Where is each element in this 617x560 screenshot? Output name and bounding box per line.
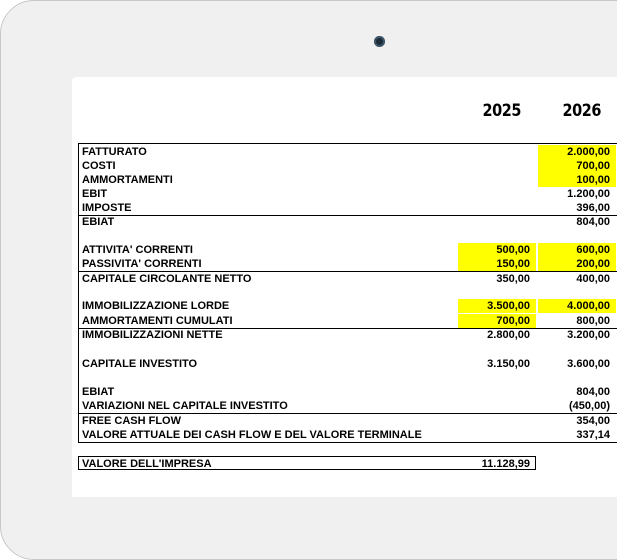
value-2025: 350,00 — [496, 273, 530, 285]
value-2026: (450,00) — [569, 400, 610, 412]
table-row — [78, 173, 617, 187]
table-row — [78, 357, 617, 371]
row-label: IMMOBILIZZAZIONI NETTE — [82, 329, 223, 341]
value-2026: 1.200,00 — [567, 188, 610, 200]
value-2025: 700,00 — [458, 314, 536, 328]
value-2025 — [458, 201, 536, 215]
year-header-2026: 2026 — [562, 101, 601, 121]
table-top-border — [78, 143, 458, 144]
row-label: ATTIVITA' CORRENTI — [82, 244, 193, 256]
table-row — [78, 399, 617, 413]
value-2025: 2.800,00 — [487, 329, 530, 341]
company-value-label: VALORE DELL'IMPRESA — [82, 458, 212, 470]
table-row — [78, 201, 617, 215]
table-row — [78, 272, 617, 286]
table-row — [78, 159, 617, 173]
value-2025 — [458, 173, 536, 187]
table-row — [78, 299, 617, 313]
table-row — [78, 314, 617, 328]
value-2026: 2.000,00 — [538, 145, 616, 159]
row-label: EBIAT — [82, 216, 115, 228]
value-2026: 400,00 — [576, 273, 610, 285]
company-value-row — [78, 457, 617, 471]
table-left-border — [78, 143, 79, 443]
value-2025 — [458, 428, 536, 442]
value-2026: 3.200,00 — [567, 329, 610, 341]
value-2026: 100,00 — [538, 173, 616, 187]
value-2026: 354,00 — [576, 415, 610, 427]
spreadsheet-screen — [72, 77, 617, 497]
value-2025 — [458, 145, 536, 159]
year-header-2025: 2025 — [482, 101, 521, 121]
camera-lens — [374, 36, 385, 47]
table-row — [78, 385, 617, 399]
value-2025: 3.500,00 — [458, 299, 536, 313]
table-row — [78, 145, 617, 159]
row-label: EBIAT — [82, 386, 115, 398]
table-row — [78, 414, 617, 428]
value-2026: 600,00 — [538, 243, 616, 257]
table-row — [78, 428, 617, 442]
value-2025 — [458, 414, 536, 428]
value-2025 — [458, 385, 536, 399]
company-value: 11.128,99 — [481, 458, 530, 470]
row-label: CAPITALE INVESTITO — [82, 358, 198, 370]
value-2026: 3.600,00 — [567, 358, 610, 370]
value-2025: 500,00 — [458, 243, 536, 257]
value-2026: 804,00 — [576, 386, 610, 398]
value-2026: 700,00 — [538, 159, 616, 173]
row-label: PASSIVITA' CORRENTI — [82, 258, 202, 270]
value-2026: 337,14 — [576, 429, 610, 441]
row-label: IMMOBILIZZAZIONE LORDE — [82, 300, 230, 312]
table-row — [78, 243, 617, 257]
row-label: EBIT — [82, 188, 108, 200]
value-2025 — [458, 187, 536, 201]
row-label: FATTURATO — [82, 146, 147, 158]
value-2025 — [458, 399, 536, 413]
value-2025: 3.150,00 — [487, 358, 530, 370]
value-2026: 800,00 — [576, 315, 610, 327]
row-label: CAPITALE CIRCOLANTE NETTO — [82, 273, 252, 285]
value-2025 — [458, 159, 536, 173]
value-2025 — [458, 215, 536, 229]
table-row — [78, 328, 617, 342]
value-2026: 4.000,00 — [538, 299, 616, 313]
row-label: VALORE ATTUALE DEI CASH FLOW E DEL VALORE TERMINALE — [82, 429, 422, 441]
value-2026: 396,00 — [576, 202, 610, 214]
value-2025: 150,00 — [458, 257, 536, 271]
row-label: VARIAZIONI NEL CAPITALE INVESTITO — [82, 400, 288, 412]
value-2026: 200,00 — [538, 257, 616, 271]
row-label: IMPOSTE — [82, 202, 132, 214]
table-row — [78, 257, 617, 271]
row-label: COSTI — [82, 160, 116, 172]
row-label: AMMORTAMENTI CUMULATI — [82, 315, 233, 327]
row-label: FREE CASH FLOW — [82, 415, 181, 427]
header-underline — [457, 143, 617, 144]
value-2026: 804,00 — [576, 216, 610, 228]
row-label: AMMORTAMENTI — [82, 174, 173, 186]
table-row — [78, 187, 617, 201]
row-divider — [78, 442, 617, 443]
table-row — [78, 215, 617, 229]
